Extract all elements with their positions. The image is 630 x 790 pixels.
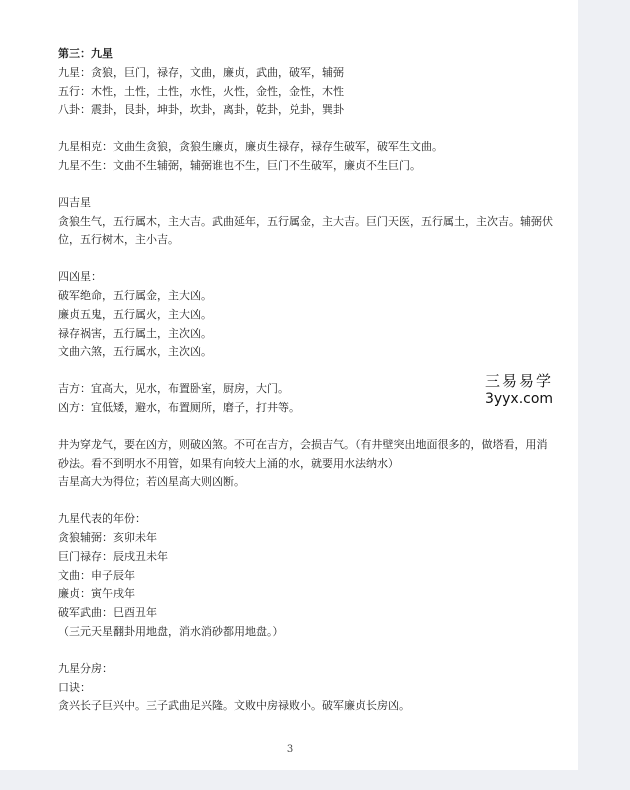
spacer (58, 418, 558, 436)
house-division-title: 九星分房： (58, 661, 113, 675)
inauspicious-star-line: 廉贞五鬼，五行属火，主大凶。 (58, 307, 212, 321)
four-inauspicious-stars-title: 四凶星： (58, 270, 102, 284)
viewer-background (578, 0, 630, 790)
nine-stars-relations-line: 九星相克：文曲生贪狼，贪狼生廉贞，廉贞生禄存，禄存生破军，破军生文曲。 (58, 140, 443, 154)
watermark-title: 三易易学 (484, 372, 553, 390)
mnemonic-title: 口诀： (58, 680, 91, 694)
spacer (58, 250, 558, 268)
year-line: 破军武曲：巳酉丑年 (58, 606, 157, 620)
year-line: 廉贞：寅午戌年 (58, 587, 135, 601)
spacer (58, 176, 558, 194)
nine-stars-line: 九星：贪狼，巨门，禄存，文曲，廉贞，武曲，破军，辅弼 (58, 65, 344, 79)
four-auspicious-stars-text: 贪狼生气，五行属木，主大吉。武曲延年，五行属金，主大吉。巨门天医，五行属土，主次吉。辅弼伏位，五行树木，主小吉。 (58, 214, 553, 247)
well-note-text: 井为穿龙气，要在凶方，则破凶煞。不可在吉方，会损吉气。（有井壁突出地面很多的，做塔看，用消砂法。看不到明水不用管，如果有向较大上涌的水，就要用水法纳水） (58, 437, 548, 470)
spacer (58, 120, 558, 138)
spacer (58, 642, 558, 660)
watermark (460, 372, 578, 408)
mnemonic-text: 贪兴长子巨兴中。三子武曲足兴隆。文败中房禄败小。破军廉贞长房凶。 (58, 699, 410, 713)
years-title: 九星代表的年份： (58, 512, 146, 526)
eight-trigrams-line: 八卦：震卦，艮卦，坤卦，坎卦，离卦，乾卦，兑卦，巽卦 (58, 103, 344, 117)
inauspicious-star-line: 禄存祸害，五行属土，主次凶。 (58, 326, 212, 340)
page-number: 3 (286, 744, 294, 755)
year-note-line: （三元天星翻卦用地盘，消水消砂都用地盘。） (58, 624, 284, 638)
year-line: 巨门禄存：辰戌丑未年 (58, 549, 168, 563)
spacer (58, 492, 558, 510)
year-line: 贪狼辅弼：亥卯未年 (58, 530, 157, 544)
nine-stars-not-generate-line: 九星不生：文曲不生辅弼，辅弼谁也不生，巨门不生破军，廉贞不生巨门。 (58, 158, 421, 172)
inauspicious-direction-line: 凶方：宜低矮，避水，布置厕所，磨子，打井等。 (58, 400, 300, 414)
inauspicious-star-line: 文曲六煞，五行属水，主次凶。 (58, 345, 212, 359)
inauspicious-star-line: 破军绝命，五行属金，主大凶。 (58, 288, 212, 302)
watermark-url: 3yyx.com (484, 391, 554, 407)
section-title: 第三：九星 (58, 47, 113, 60)
auspicious-direction-line: 吉方：宜高大，见水，布置卧室，厨房，大门。 (58, 382, 289, 396)
viewer-bottom-background (0, 770, 630, 790)
four-auspicious-stars-title: 四吉星 (58, 195, 91, 209)
year-line: 文曲：申子辰年 (58, 568, 135, 582)
star-height-rule-line: 吉星高大为得位；若凶星高大则凶断。 (58, 475, 245, 489)
five-elements-line: 五行：木性，土性，土性，水性，火性，金性，金性，木性 (58, 84, 344, 98)
